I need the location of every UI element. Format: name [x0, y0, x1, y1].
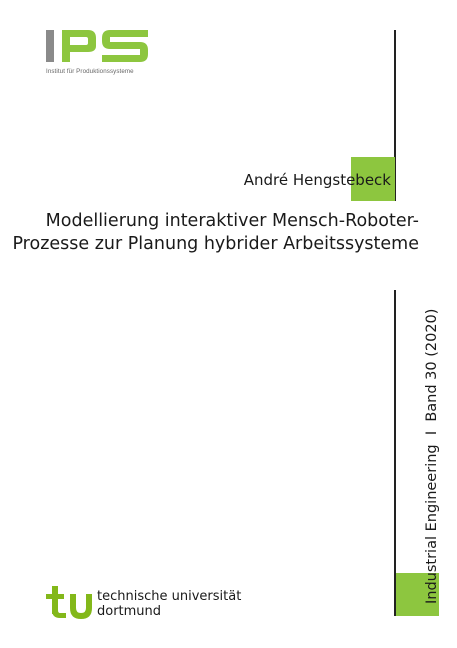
- book-title: [12, 210, 419, 256]
- series-info: Industrial Engineering I Band 30 (2020): [424, 308, 440, 604]
- tu-logo: [46, 586, 92, 620]
- university-name: [97, 589, 241, 619]
- book-title-line-1: Modellierung interaktiver Mensch-Roboter-: [45, 211, 419, 231]
- vertical-rule-bottom: [394, 290, 396, 616]
- ips-subtitle: Institut für Produktionssysteme: [46, 68, 134, 75]
- university-name-line-2: dortmund: [97, 604, 162, 619]
- author-name: André Hengstebeck: [243, 171, 391, 189]
- book-title-line-2: Prozesse zur Planung hybrider Arbeitssysteme: [12, 234, 419, 254]
- university-name-line-1: technische universität: [97, 589, 242, 604]
